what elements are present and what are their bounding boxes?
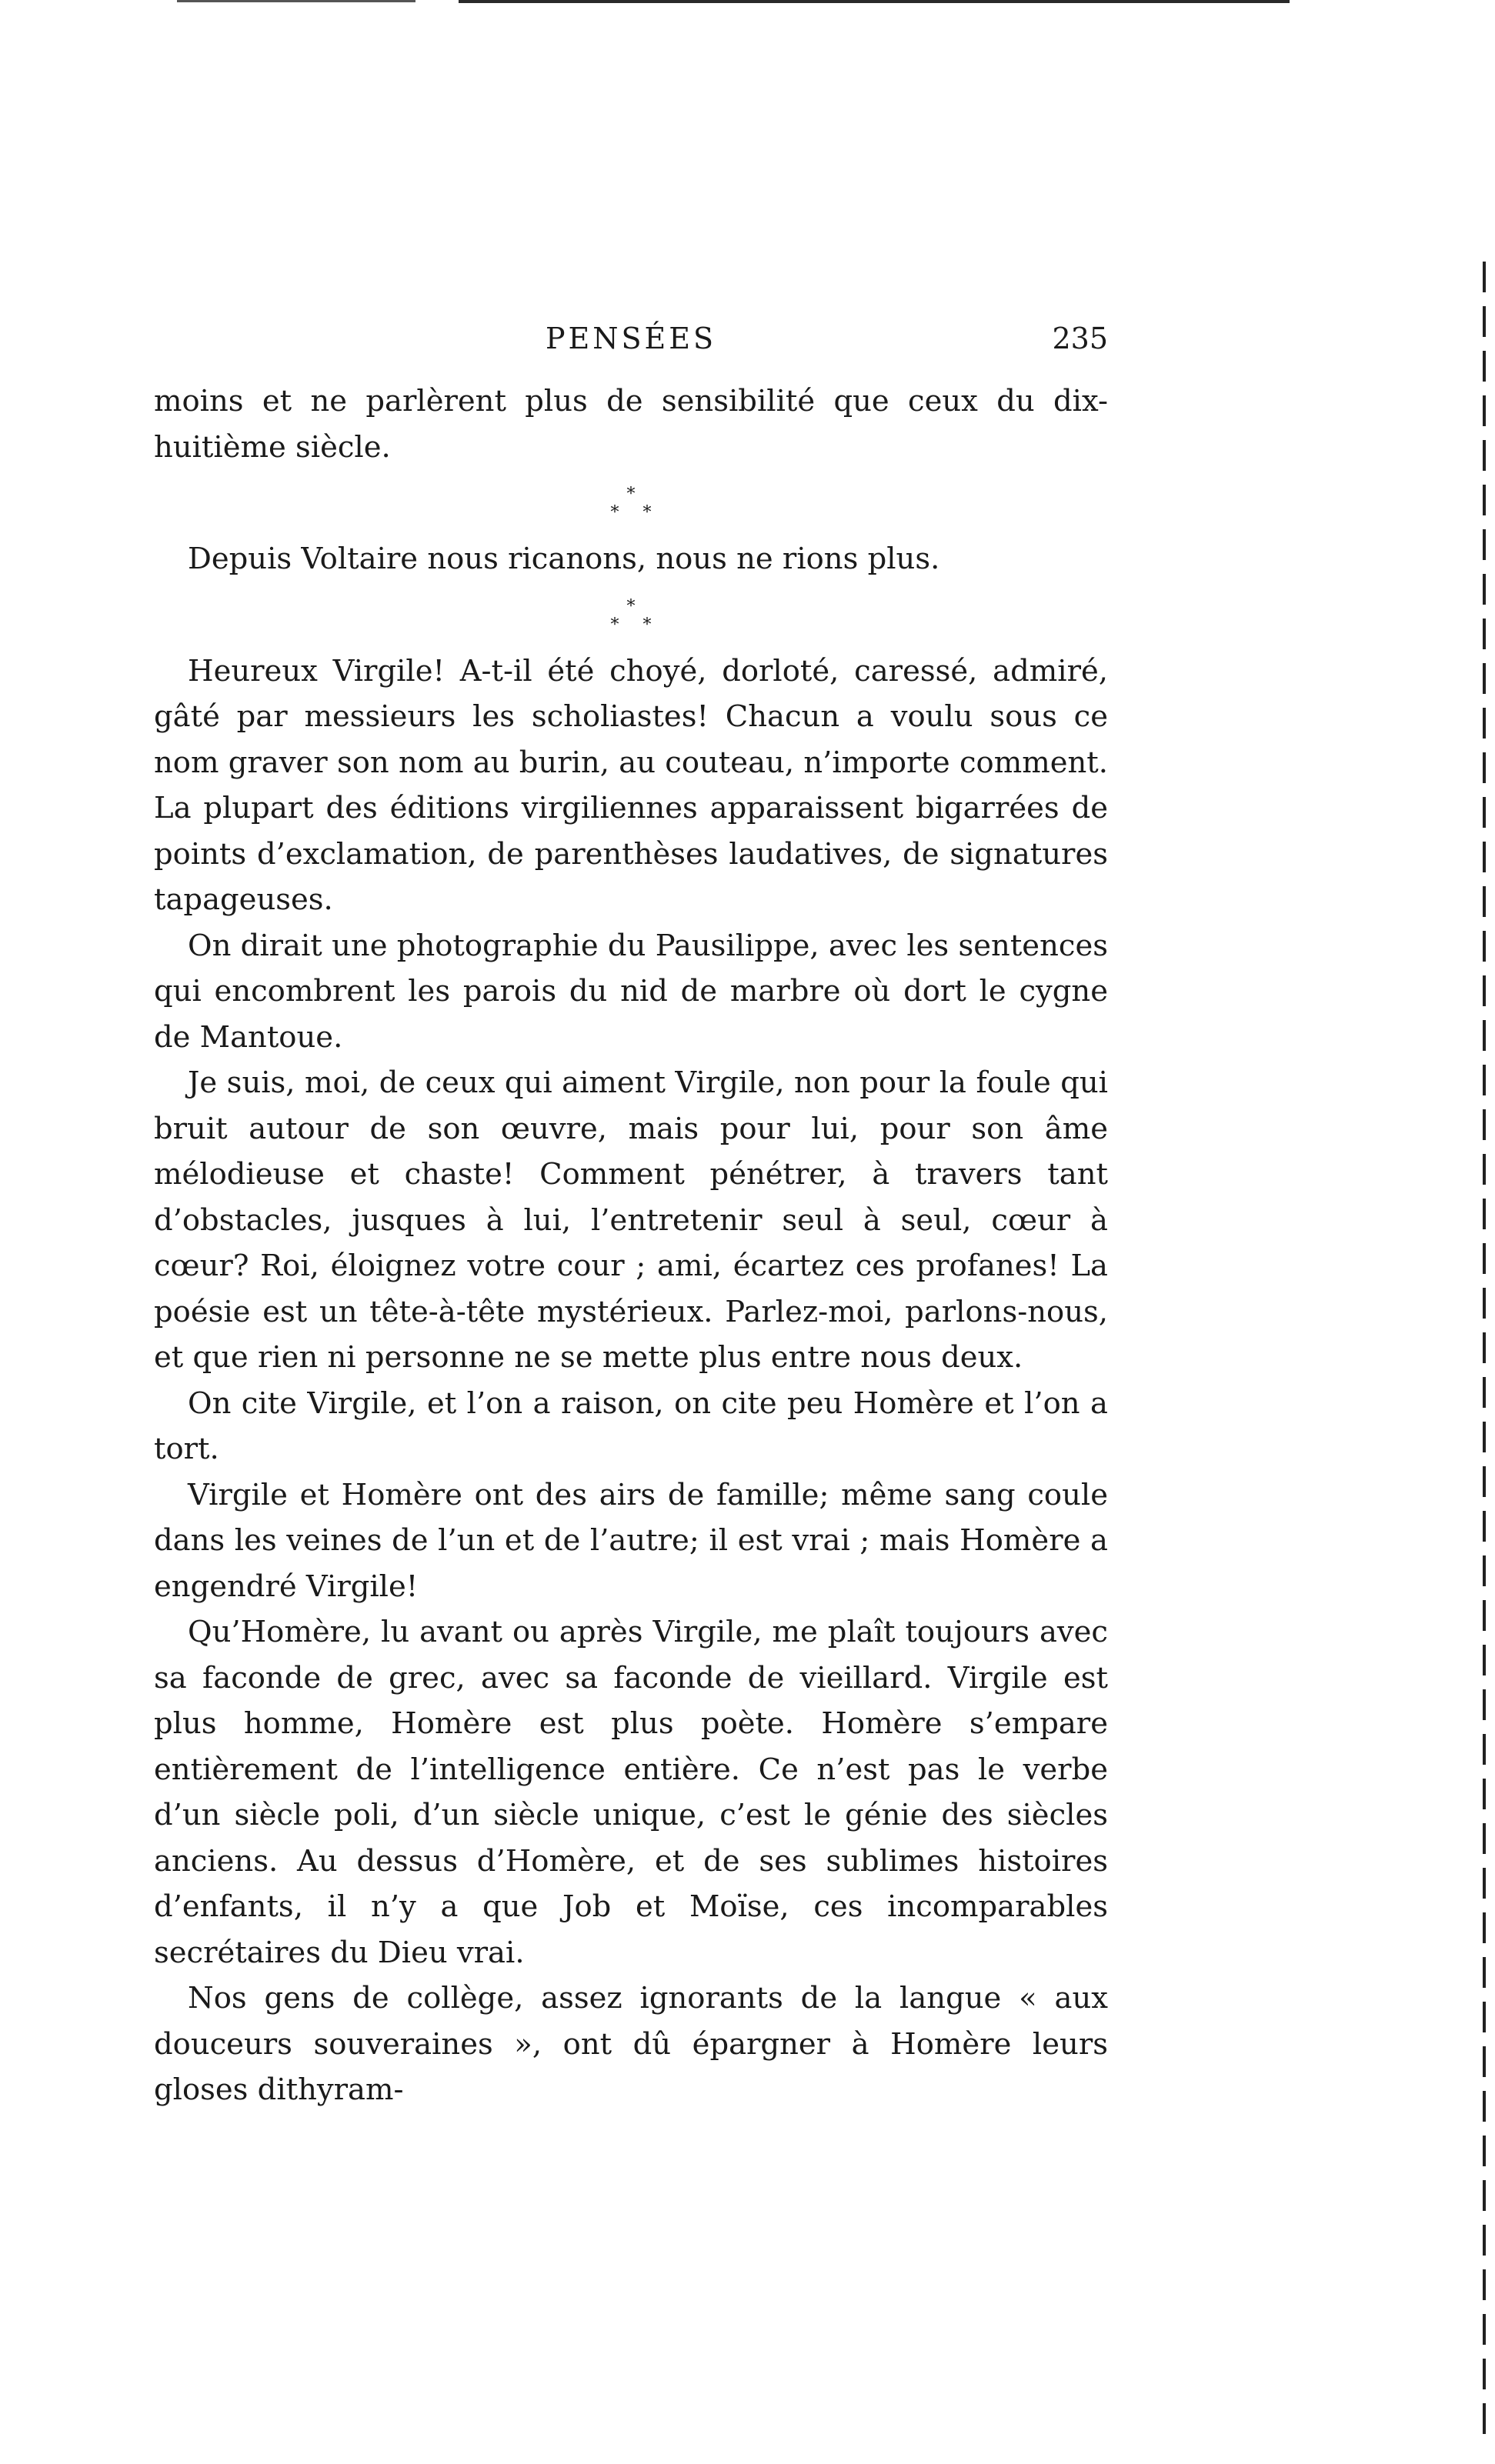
- paragraph-je-suis-moi: Je suis, moi, de ceux qui aiment Virgile, non pour la foule qui bruit autour de son œuvre, mais pour lui, pour son âme mélodieuse et chaste! Comment pénétrer, à travers tant d’obstacles, jusques à lui, l’entretenir seul à seul, cœur à cœur? Roi, éloignez votre cour ; ami, écartez ces profanes! La poésie est un tête-à-tête mystérieux. Parlez-moi, parlons-nous, et que rien ni personne ne se mette plus entre nous deux.: [154, 1065, 1108, 1375]
- running-head: PENSÉES: [545, 322, 717, 355]
- top-page-rule: [459, 0, 1290, 3]
- paragraph-nos-gens-de-college: Nos gens de collège, assez ignorants de la langue « aux douceurs souveraines », ont dû épargner à Homère leurs gloses dithyram-: [154, 1981, 1108, 2107]
- asterism-bottom-stars: * *: [610, 503, 661, 522]
- paragraph-airs-de-famille: Virgile et Homère ont des airs de famille; même sang coule dans les veines de l’un et de l’autre; il est vrai ; mais Homère a engendré Virgile!: [154, 1477, 1108, 1604]
- body-text: [154, 378, 1108, 2113]
- asterism-divider: [154, 598, 1108, 635]
- asterism-bottom-stars: * *: [610, 615, 661, 635]
- page-header: [154, 322, 1108, 371]
- paragraph-heureux-virgile: Heureux Virgile! A-t-il été choyé, dorloté, caressé, admiré, gâté par messieurs les scholiastes! Chacun a voulu sous ce nom graver son nom au burin, au couteau, n’importe comment. La plupart des éditions virgiliennes apparaissent bigarrées de points d’exclamation, de parenthèses laudatives, de signatures tapageuses.: [154, 653, 1108, 917]
- scan-edge-mark: [177, 0, 415, 2]
- asterism-top-star: *: [626, 485, 636, 504]
- paragraph-pausilippe: On dirait une photographie du Pausilippe, avec les sentences qui encombrent les parois du nid de marbre où dort le cygne de Mantoue.: [154, 928, 1108, 1055]
- paragraph-voltaire: Depuis Voltaire nous ricanons, nous ne rions plus.: [188, 542, 940, 576]
- asterism-top-star: *: [626, 596, 636, 616]
- paragraph-qu-homere: Qu’Homère, lu avant ou après Virgile, me plaît toujours avec sa faconde de grec, avec sa faconde de vieillard. Virgile est plus homme, Homère est plus poète. Homère s’empare entièrement de l’intelligence entière. Ce n’est pas le verbe d’un siècle poli, d’un siècle unique, c’est le génie des siècles anciens. Au dessus d’Homère, et de ses sublimes histoires d’enfants, il n’y a que Job et Moïse, ces incomparables secrétaires du Dieu vrai.: [154, 1615, 1108, 1970]
- asterism-divider: [154, 485, 1108, 522]
- scan-right-edge: [1483, 262, 1486, 2446]
- page-number: 235: [1052, 322, 1108, 355]
- paragraph-continuation: moins et ne parlèrent plus de sensibilité que ceux du dix-huitième siècle.: [154, 384, 1108, 465]
- paragraph-on-cite-virgile: On cite Virgile, et l’on a raison, on cite peu Homère et l’on a tort.: [154, 1385, 1108, 1466]
